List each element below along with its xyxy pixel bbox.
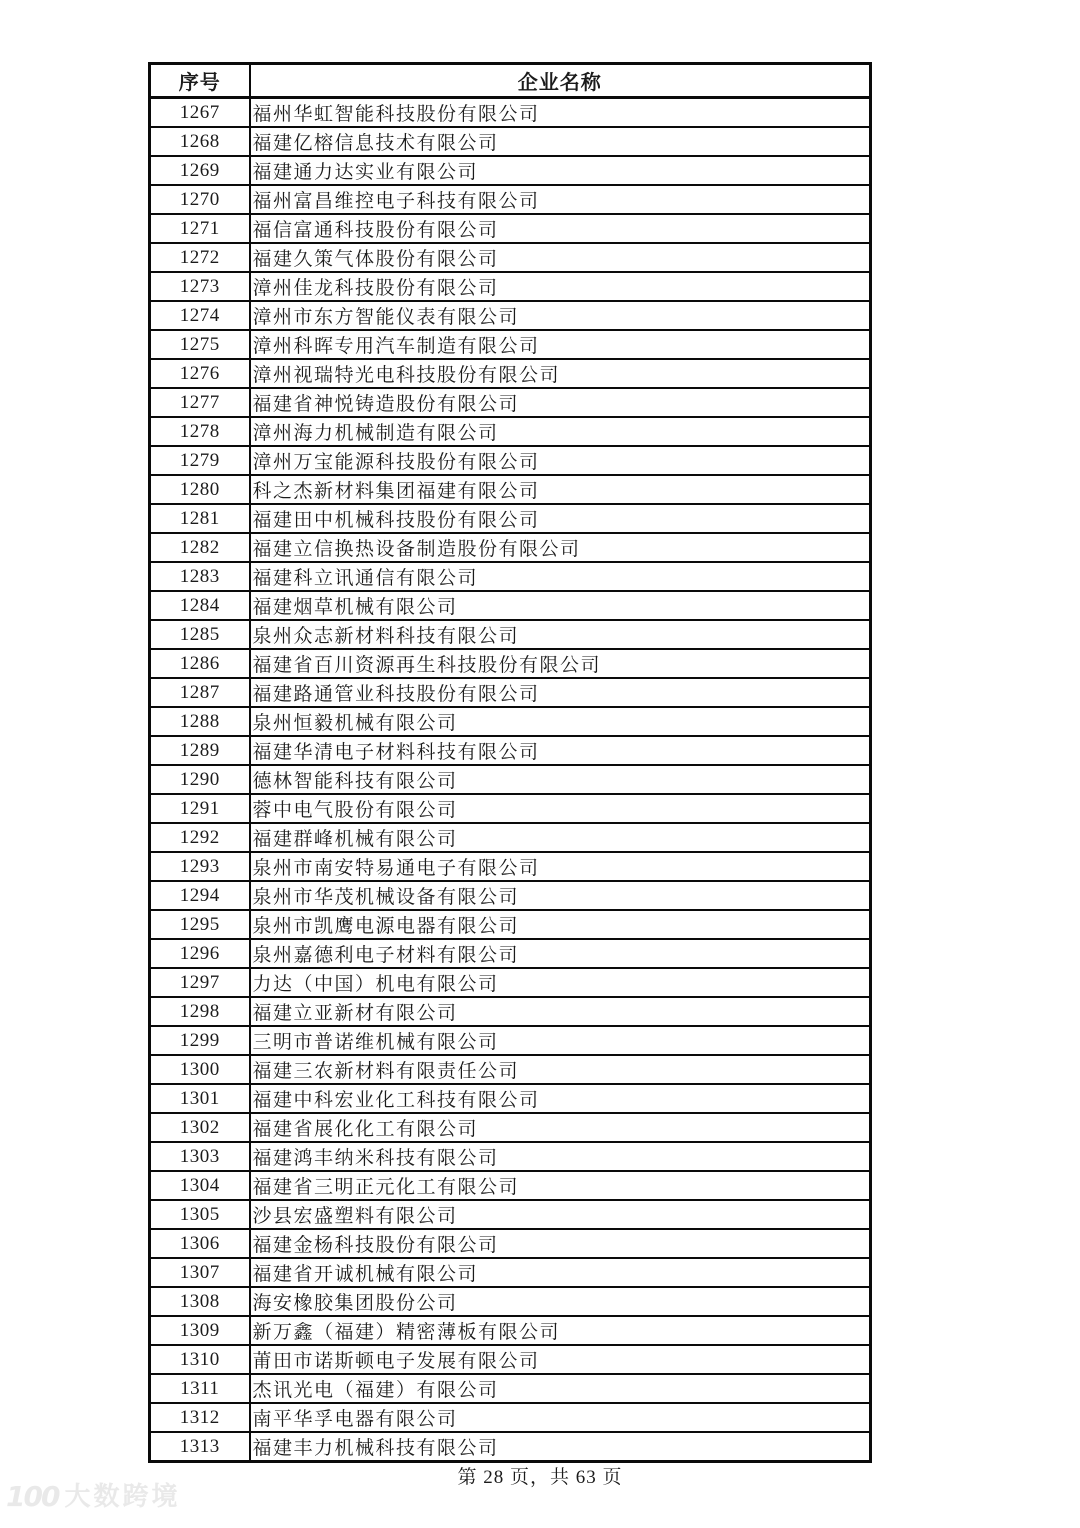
serial-number-cell: 1284 [150, 591, 250, 620]
table-row [150, 881, 871, 910]
company-name-cell: 莆田市诺斯顿电子发展有限公司 [250, 1345, 871, 1374]
company-name-cell: 福建久策气体股份有限公司 [250, 243, 871, 272]
company-name-cell: 福建亿榕信息技术有限公司 [250, 127, 871, 156]
serial-number-cell: 1305 [150, 1200, 250, 1229]
company-name-cell: 福建科立讯通信有限公司 [250, 562, 871, 591]
serial-number-cell: 1299 [150, 1026, 250, 1055]
serial-number-cell: 1313 [150, 1432, 250, 1462]
serial-number-cell: 1280 [150, 475, 250, 504]
company-name-cell: 新万鑫（福建）精密薄板有限公司 [250, 1316, 871, 1345]
page-number-footer: 第 28 页，共 63 页 [457, 1467, 623, 1488]
watermark-100-logo-icon: 100 [6, 1480, 59, 1513]
company-name-cell: 科之杰新材料集团福建有限公司 [250, 475, 871, 504]
watermark [6, 1480, 181, 1513]
table-row [150, 359, 871, 388]
company-name-cell: 福建省展化化工有限公司 [250, 1113, 871, 1142]
table-row [150, 185, 871, 214]
company-name-cell: 福建烟草机械有限公司 [250, 591, 871, 620]
serial-number-cell: 1297 [150, 968, 250, 997]
company-name-cell: 杰讯光电（福建）有限公司 [250, 1374, 871, 1403]
table-row [150, 823, 871, 852]
table-row [150, 1374, 871, 1403]
table-row [150, 939, 871, 968]
company-name-cell: 沙县宏盛塑料有限公司 [250, 1200, 871, 1229]
company-name-cell: 漳州佳龙科技股份有限公司 [250, 272, 871, 301]
serial-number-cell: 1309 [150, 1316, 250, 1345]
serial-number-cell: 1277 [150, 388, 250, 417]
company-name-cell: 福建立亚新材有限公司 [250, 997, 871, 1026]
serial-number-cell: 1300 [150, 1055, 250, 1084]
table-row [150, 562, 871, 591]
serial-number-cell: 1286 [150, 649, 250, 678]
serial-number-cell: 1271 [150, 214, 250, 243]
serial-number-cell: 1301 [150, 1084, 250, 1113]
header-company-name: 企业名称 [250, 64, 871, 98]
company-name-cell: 德林智能科技有限公司 [250, 765, 871, 794]
table-row [150, 1403, 871, 1432]
serial-number-cell: 1310 [150, 1345, 250, 1374]
table-row [150, 330, 871, 359]
table-header-row [150, 64, 871, 98]
company-name-cell: 海安橡胶集团股份公司 [250, 1287, 871, 1316]
table-row [150, 1287, 871, 1316]
company-name-cell: 福建立信换热设备制造股份有限公司 [250, 533, 871, 562]
serial-number-cell: 1275 [150, 330, 250, 359]
header-serial-number: 序号 [150, 64, 250, 98]
company-name-cell: 福建省百川资源再生科技股份有限公司 [250, 649, 871, 678]
table-row [150, 678, 871, 707]
serial-number-cell: 1276 [150, 359, 250, 388]
company-table [148, 62, 872, 1463]
serial-number-cell: 1278 [150, 417, 250, 446]
serial-number-cell: 1312 [150, 1403, 250, 1432]
company-name-cell: 漳州科晖专用汽车制造有限公司 [250, 330, 871, 359]
serial-number-cell: 1291 [150, 794, 250, 823]
company-name-cell: 漳州市东方智能仪表有限公司 [250, 301, 871, 330]
company-name-cell: 泉州市南安特易通电子有限公司 [250, 852, 871, 881]
serial-number-cell: 1292 [150, 823, 250, 852]
table-row [150, 417, 871, 446]
table-row [150, 301, 871, 330]
table-row [150, 1200, 871, 1229]
serial-number-cell: 1294 [150, 881, 250, 910]
serial-number-cell: 1281 [150, 504, 250, 533]
table-row [150, 1345, 871, 1374]
table-row [150, 1055, 871, 1084]
table-row [150, 794, 871, 823]
company-name-cell: 福信富通科技股份有限公司 [250, 214, 871, 243]
serial-number-cell: 1296 [150, 939, 250, 968]
company-name-cell: 蓉中电气股份有限公司 [250, 794, 871, 823]
serial-number-cell: 1307 [150, 1258, 250, 1287]
table-row [150, 765, 871, 794]
table-row [150, 533, 871, 562]
company-name-cell: 泉州市华茂机械设备有限公司 [250, 881, 871, 910]
serial-number-cell: 1298 [150, 997, 250, 1026]
table-row [150, 1229, 871, 1258]
table-row [150, 446, 871, 475]
table-row [150, 591, 871, 620]
serial-number-cell: 1268 [150, 127, 250, 156]
serial-number-cell: 1304 [150, 1171, 250, 1200]
serial-number-cell: 1273 [150, 272, 250, 301]
table-row [150, 156, 871, 185]
serial-number-cell: 1295 [150, 910, 250, 939]
table-row [150, 1026, 871, 1055]
company-name-cell: 福建金杨科技股份有限公司 [250, 1229, 871, 1258]
company-name-cell: 福建群峰机械有限公司 [250, 823, 871, 852]
table-row [150, 98, 871, 128]
company-name-cell: 泉州恒毅机械有限公司 [250, 707, 871, 736]
table-row [150, 1316, 871, 1345]
table-row [150, 127, 871, 156]
serial-number-cell: 1311 [150, 1374, 250, 1403]
company-name-cell: 泉州嘉德利电子材料有限公司 [250, 939, 871, 968]
company-name-cell: 福建丰力机械科技有限公司 [250, 1432, 871, 1462]
serial-number-cell: 1287 [150, 678, 250, 707]
company-name-cell: 三明市普诺维机械有限公司 [250, 1026, 871, 1055]
serial-number-cell: 1272 [150, 243, 250, 272]
company-name-cell: 福建鸿丰纳米科技有限公司 [250, 1142, 871, 1171]
company-name-cell: 泉州市凯鹰电源电器有限公司 [250, 910, 871, 939]
serial-number-cell: 1279 [150, 446, 250, 475]
table-row [150, 504, 871, 533]
company-name-cell: 漳州视瑞特光电科技股份有限公司 [250, 359, 871, 388]
company-name-cell: 福建路通管业科技股份有限公司 [250, 678, 871, 707]
company-name-cell: 福建通力达实业有限公司 [250, 156, 871, 185]
serial-number-cell: 1282 [150, 533, 250, 562]
serial-number-cell: 1306 [150, 1229, 250, 1258]
watermark-brand-text: 大数跨境 [64, 1482, 181, 1512]
table-row [150, 243, 871, 272]
serial-number-cell: 1302 [150, 1113, 250, 1142]
serial-number-cell: 1267 [150, 98, 250, 128]
table-row [150, 968, 871, 997]
company-name-cell: 福州富昌维控电子科技有限公司 [250, 185, 871, 214]
serial-number-cell: 1270 [150, 185, 250, 214]
table-row [150, 475, 871, 504]
company-name-cell: 漳州万宝能源科技股份有限公司 [250, 446, 871, 475]
company-name-cell: 漳州海力机械制造有限公司 [250, 417, 871, 446]
table-row [150, 1142, 871, 1171]
serial-number-cell: 1303 [150, 1142, 250, 1171]
company-name-cell: 南平华孚电器有限公司 [250, 1403, 871, 1432]
table-row [150, 707, 871, 736]
table-row [150, 620, 871, 649]
serial-number-cell: 1290 [150, 765, 250, 794]
serial-number-cell: 1288 [150, 707, 250, 736]
table-row [150, 649, 871, 678]
table-row [150, 1113, 871, 1142]
serial-number-cell: 1308 [150, 1287, 250, 1316]
company-name-cell: 福州华虹智能科技股份有限公司 [250, 98, 871, 128]
serial-number-cell: 1285 [150, 620, 250, 649]
table-body [150, 98, 871, 1462]
table-row [150, 736, 871, 765]
table-row [150, 1171, 871, 1200]
serial-number-cell: 1283 [150, 562, 250, 591]
company-name-cell: 福建省开诚机械有限公司 [250, 1258, 871, 1287]
company-name-cell: 泉州众志新材料科技有限公司 [250, 620, 871, 649]
serial-number-cell: 1274 [150, 301, 250, 330]
serial-number-cell: 1289 [150, 736, 250, 765]
company-name-cell: 福建省三明正元化工有限公司 [250, 1171, 871, 1200]
table-row [150, 910, 871, 939]
table-row [150, 214, 871, 243]
table-row [150, 852, 871, 881]
company-name-cell: 福建华清电子材料科技有限公司 [250, 736, 871, 765]
table-row [150, 1432, 871, 1462]
table-row [150, 997, 871, 1026]
table-row [150, 388, 871, 417]
serial-number-cell: 1269 [150, 156, 250, 185]
company-name-cell: 福建省神悦铸造股份有限公司 [250, 388, 871, 417]
company-name-cell: 福建田中机械科技股份有限公司 [250, 504, 871, 533]
serial-number-cell: 1293 [150, 852, 250, 881]
table-row [150, 1084, 871, 1113]
company-name-cell: 力达（中国）机电有限公司 [250, 968, 871, 997]
company-name-cell: 福建中科宏业化工科技有限公司 [250, 1084, 871, 1113]
company-name-cell: 福建三农新材料有限责任公司 [250, 1055, 871, 1084]
table-row [150, 272, 871, 301]
table-row [150, 1258, 871, 1287]
